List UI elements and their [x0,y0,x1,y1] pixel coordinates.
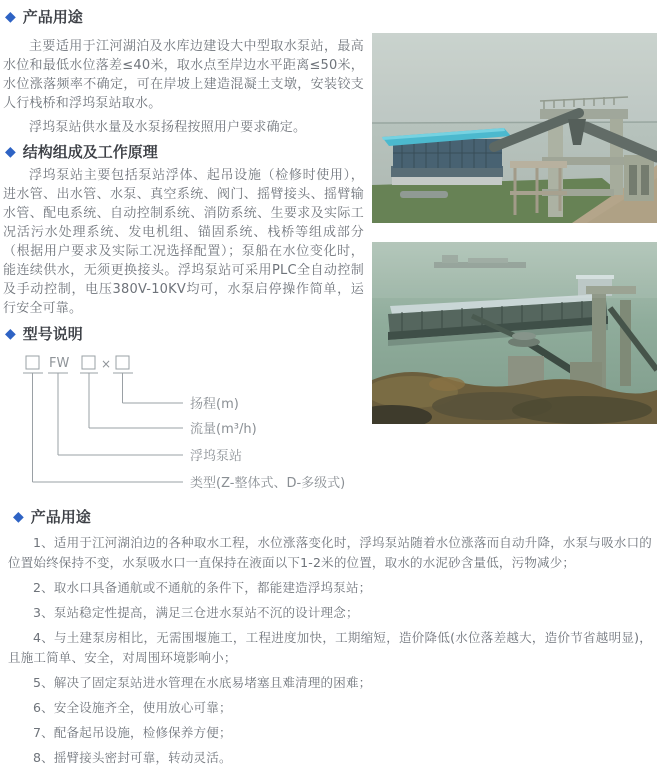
model-code-connector-lines [23,373,183,482]
model-code-box-flow [82,356,95,369]
haze-overlay [372,33,657,223]
left-text-column [0,0,366,502]
section-title: 产品用途 [22,8,83,26]
section-title: 结构组成及工作原理 [22,143,158,161]
features-section [0,508,660,768]
model-code-times: × [101,357,112,371]
list-item: 6、安全设施齐全，使用放心可靠； [33,700,232,715]
model-code-diagram [18,352,368,502]
diamond-bullet-icon: ◆ [5,143,16,160]
paragraph: 主要适用于江河湖泊及水库边建设大中型取水泵站，最高水位和最低水位落差≤40米，取水点至岸边水平距离≤50米，水位涨落频率不确定，可在岸坡上建造混凝土支墩，安装铰支人行栈桥和浮坞泵站取水。 [3,39,364,111]
section-heading-model [0,325,366,344]
list-item: 5、解决了固定泵站进水管理在水底易堵塞且难清理的困难； [33,675,372,690]
list-item: 8、摇臂接头密封可靠，转动灵活。 [33,750,232,765]
list-item: 4、与土建泵房相比，无需围堰施工，工程进度加快，工期缩短，造价降低(水位落差越大，造价节省越明显)，且施工简单、安全，对周围环境影响小； [8,630,652,665]
photo-floating-pump-station-shore [372,33,657,223]
model-code-boxes [26,356,129,369]
section-heading-usage-bottom [8,508,652,527]
section-heading-usage-top [0,8,366,27]
list-item: 7、配备起吊设施，检修保养方便； [33,725,232,740]
diamond-bullet-icon: ◆ [5,325,16,342]
list-item: 2、取水口具备通航或不通航的条件下，都能建造浮坞泵站； [33,580,372,595]
diamond-bullet-icon: ◆ [13,508,24,525]
photo-floating-pump-barge-river [372,242,657,424]
photo-column [366,0,660,502]
paragraph: 浮坞泵站主要包括泵站浮体、起吊设施（检修时使用），进水管、出水管、水泵、真空系统、阀门、摇臂接头、摇臂输水管、配电系统、自动控制系统、消防系统、生要求及实际工况活污水处理系统、发电机组、锚固系统、栈桥等组成部分（根据用户要求及实际工况选择配置）；泵船在水位变化时，能连续供水，无须更换接头。浮坞泵站可采用PLC全自动控制及手动控制，电压380V-10KV均可，水泵启停操作简单，运行安全可靠。 [3,168,364,316]
list-item: 1、适用于江河湖泊边的各种取水工程，水位涨落变化时，浮坞泵站随着水位涨落而自动升降，水泵与吸水口的位置始终保持不变，水泵吸水口一直保持在液面以下1-2米的位置，取水的水泥砂含量低，污物减少； [8,535,652,570]
model-label-flow: 流量(m³/h) [190,422,257,437]
model-label-head: 扬程(m) [190,397,239,412]
paragraph: 浮坞泵站供水量及水泵扬程按照用户要求确定。 [29,120,307,135]
haze-overlay [372,242,657,298]
model-code-box-head [116,356,129,369]
section-title: 产品用途 [30,508,91,526]
model-label-type: 类型(Z-整体式、D-多级式) [190,476,346,491]
section-title: 型号说明 [22,325,83,343]
list-item: 3、泵站稳定性提高，满足三仓进水泵站不沉的设计理念； [33,605,359,620]
model-code-box-type [26,356,39,369]
model-code-fw: FW [49,356,70,371]
section-heading-structure [0,143,366,162]
model-label-station: 浮坞泵站 [190,449,243,464]
diamond-bullet-icon: ◆ [5,8,16,25]
